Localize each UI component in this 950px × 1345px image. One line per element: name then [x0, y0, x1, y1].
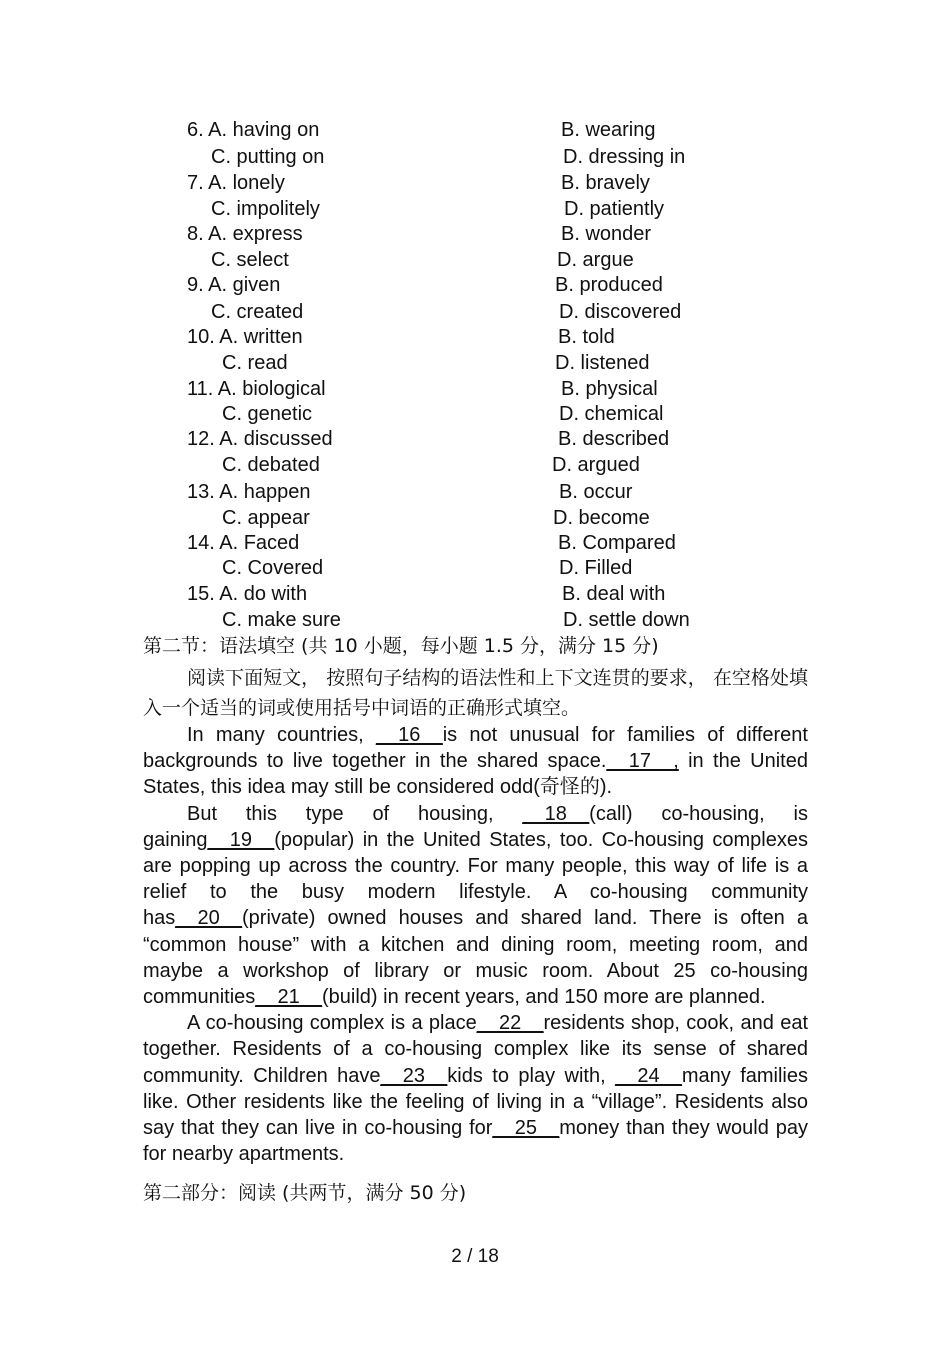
passage-text: kids to play with,	[447, 1064, 616, 1087]
passage-text: But this type of housing,	[187, 802, 523, 825]
option-15a: 15. A. do with	[187, 583, 308, 605]
blank-19: __19__	[207, 828, 275, 851]
option-8a: 8. A. express	[187, 223, 303, 245]
section-instructions: 阅读下面短文， 按照句子结构的语法性和上下文连贯的要求， 在空格处填入一个适当的词或使用括号中词语的正确形式填空。	[143, 667, 808, 719]
blank-21: __21__	[255, 986, 323, 1009]
option-7d: D. patiently	[564, 198, 665, 220]
option-15d: D. settle down	[563, 609, 690, 631]
passage-text: A co-housing complex is a place	[187, 1012, 477, 1035]
option-9c: C. created	[211, 301, 304, 323]
option-14d: D. Filled	[559, 557, 633, 579]
blank-18: __18__	[522, 802, 590, 825]
passage-text: in the United States, this idea may still be considered odd(奇怪的).	[143, 750, 808, 799]
option-15c: C. make sure	[222, 609, 341, 631]
reading-passage	[143, 722, 808, 1167]
option-10a: 10. A. written	[187, 326, 303, 348]
option-11c: C. genetic	[222, 403, 313, 425]
option-7a: 7. A. lonely	[187, 172, 285, 194]
option-12d: D. argued	[552, 454, 640, 476]
passage-text: is not unusual for families of different backgrounds to live together in the shared space.	[143, 724, 808, 773]
part-title: 第二部分：阅读 (共两节，满分 50 分)	[143, 1182, 467, 1204]
option-9b: B. produced	[555, 274, 663, 296]
option-10d: D. listened	[555, 352, 650, 374]
option-13a: 13. A. happen	[187, 481, 311, 503]
option-10b: B. told	[558, 326, 615, 348]
passage-text: (call) co-housing, is gaining	[143, 802, 808, 851]
option-8c: C. select	[211, 249, 289, 271]
option-7b: B. bravely	[561, 172, 650, 194]
option-11b: B. physical	[561, 378, 658, 400]
option-15b: B. deal with	[562, 583, 666, 605]
blank-20: __20__	[175, 907, 242, 930]
option-7c: C. impolitely	[211, 198, 320, 220]
option-6c: C. putting on	[211, 146, 325, 168]
passage-text: (private) owned houses and shared land. There is often a “common house” with a kitchen and dining room, meeting room, and maybe a workshop of library or music room. About 25 co-housing communities	[143, 907, 808, 1009]
option-10c: C. read	[222, 352, 288, 374]
blank-16: __16__	[375, 724, 443, 746]
option-12a: 12. A. discussed	[187, 428, 333, 450]
option-8d: D. argue	[557, 249, 634, 271]
page-number: 2 / 18	[451, 1246, 499, 1267]
passage-paragraph-1	[143, 722, 808, 801]
passage-text: residents shop, cook, and eat together. Residents of a co-housing complex like its sense of shared community. Children have	[143, 1012, 809, 1087]
option-14b: B. Compared	[558, 532, 676, 554]
passage-text: (build) in recent years, and 150 more are planned.	[322, 986, 766, 1009]
option-6b: B. wearing	[561, 119, 656, 141]
blank-17: __17__,	[606, 750, 679, 773]
blank-22: __22__	[476, 1012, 544, 1035]
option-11a: 11. A. biological	[187, 378, 326, 400]
option-13c: C. appear	[222, 507, 310, 529]
passage-text: (popular) in the United States, too. Co-housing complexes are popping up across the country. For many people, this way of life is a relief to the busy modern lifestyle. A co-housing community has	[143, 828, 808, 930]
passage-paragraph-3	[143, 1010, 808, 1167]
option-14c: C. Covered	[222, 557, 324, 579]
option-11d: D. chemical	[559, 403, 664, 425]
option-13b: B. occur	[559, 481, 633, 503]
blank-23: __23__	[380, 1064, 448, 1087]
option-8b: B. wonder	[561, 223, 652, 245]
passage-text: money than they would pay for nearby apartments.	[143, 1117, 808, 1166]
option-12c: C. debated	[222, 454, 320, 476]
passage-paragraph-2	[143, 801, 808, 1011]
blank-24: __24__	[615, 1064, 682, 1087]
option-9a: 9. A. given	[187, 274, 281, 296]
option-9d: D. discovered	[559, 301, 682, 323]
section-title: 第二节：语法填空 (共 10 小题，每小题 1.5 分，满分 15 分)	[143, 635, 659, 657]
passage-text: In many countries,	[187, 724, 376, 746]
option-12b: B. described	[558, 428, 670, 450]
option-6a: 6. A. having on	[187, 119, 320, 141]
passage-text: many families like. Other residents like the feeling of living in a “village”. Residents also say that they can live in co-housing for	[143, 1064, 808, 1140]
option-13d: D. become	[553, 507, 650, 529]
option-14a: 14. A. Faced	[187, 532, 300, 554]
option-6d: D. dressing in	[563, 146, 686, 168]
blank-25: __25__	[492, 1117, 560, 1140]
